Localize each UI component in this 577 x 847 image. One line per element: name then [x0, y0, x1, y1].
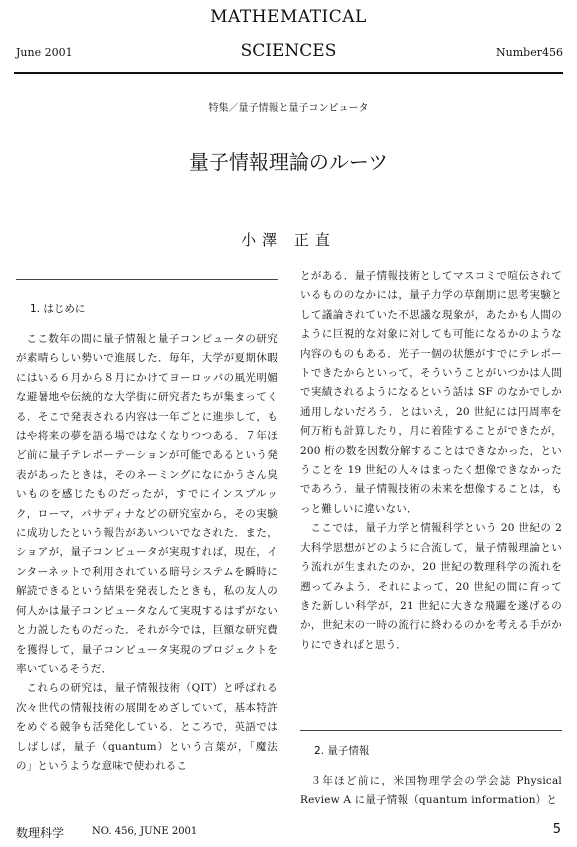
journal-subtitle: SCIENCES [240, 41, 337, 61]
paragraph: ３年ほど前に，米国物理学会の学会誌 Physical Review A に量子情報（quantum information）と [300, 775, 562, 807]
body-column-left [16, 330, 278, 776]
section-heading-quantum-information: 2. 量子情報 [314, 745, 370, 757]
paragraph: ここ数年の間に量子情報と量子コンピュータの研究が素晴らしい勢いで進展した．毎年，大学が夏期休暇にはいる６月から８月にかけてヨーロッパの風光明媚な避暑地や伝統的な大学街に研究者たちが集まってくる．そこで発表される内容は一年ごとに進歩して，もはや将来の夢を語る場ではなくなりつつある．７年ほど前に量子テレポーテーションが可能であるという発表があったときは，そのネーミングになにかうさん臭いものを感じたものだったが，すでにインスブルック，ローマ，パサディナなどの研究室から，その実験に成功したという報告があいついでなされた．また，ショアが，量子コンピュータが実現すれば，現在，インターネットで利用されている暗号システムを瞬時に解読できるという結果を発表したときも，私の友人の何人かは量子コンピュータなんて実現するはずがないと力説したものだった．それが今では，巨額な研究費を獲得して，量子コンピュータ実現のプロジェクトを率いているそうだ． [16, 333, 278, 675]
author-name: 小澤 正直 [241, 231, 336, 249]
paragraph: とがある．量子情報技術としてマスコミで喧伝されているもののなかには，量子力学の草創期に思考実験として議論されていた不思議な現象が，あたかも人間のように巨視的な対象に対しても可能になるかのような内容のものもある．光子一個の状態がすでにテレポートできたからといって，そういうことがいつかは人間で実績されるようになるという話は SF のなかでしか通用しないだろう．とはいえ，20 世紀には円周率を何万桁も計算したり，月に着陸することができたが，200 桁の数を因数分解することはできなかった，ということを 19 世紀の人々はまったく想像できなかったであろう．量子情報技術の未来を想像することは，もっと難しいに違いない． [300, 270, 562, 515]
paragraph: これらの研究は，量子情報技術（QIT）と呼ばれる次々世代の情報技術の展開をめざしていて，基本特許をめぐる競争も活発化している．ところで，英語ではしばしば，量子（quantum）という言葉が，「魔法の」というような意味で使われるこ [16, 682, 278, 772]
page-number: 5 [552, 822, 561, 837]
journal-title: MATHEMATICAL [210, 7, 367, 27]
special-issue-title: 特集／量子情報と量子コンピュータ [208, 103, 369, 114]
section-rule [16, 279, 278, 280]
section-heading-introduction: 1. はじめに [30, 303, 86, 315]
paragraph: ここでは，量子力学と情報科学という 20 世紀の 2 大科学思想がどのように合流して，量子情報理論という流れが生まれたのか，20 世紀の数理科学の流れを遡ってみよう．それによって，20 世紀の間に育ってきた新しい科学が，21 世紀に大きな飛躍を遂げるのか，世紀末の一時の流行に終わるのかを考える手がかりにできればと思う． [300, 522, 562, 651]
issue-date: June 2001 [16, 46, 73, 59]
article-title: 量子情報理論のルーツ [188, 150, 389, 174]
body-column-right [300, 267, 562, 655]
footer-journal-name: 数理科学 [16, 826, 65, 840]
body-column-right-section2 [300, 772, 562, 811]
footer-issue: NO. 456, JUNE 2001 [92, 826, 198, 837]
section-rule [300, 730, 562, 731]
issue-number: Number456 [496, 46, 563, 59]
header-rule [14, 72, 563, 74]
